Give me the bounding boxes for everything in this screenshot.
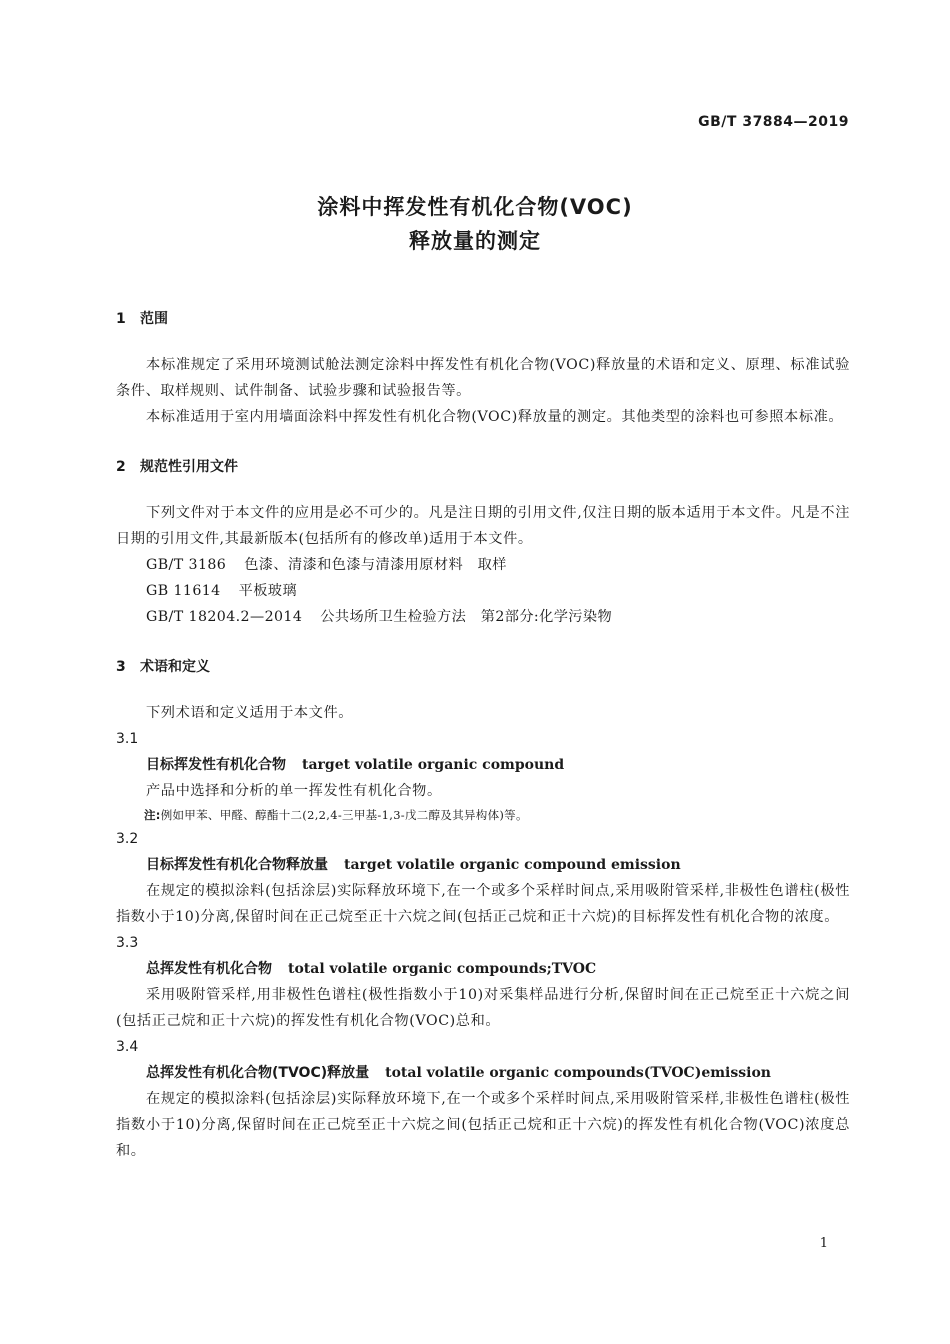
- paragraph: 下列术语和定义适用于本文件。: [146, 705, 354, 721]
- paragraph: 本标准规定了采用环境测试舱法测定涂料中挥发性有机化合物(VOC)释放量的术语和定义、原理、标准试验条件、取样规则、试件制备、试验步骤和试验报告等。: [116, 357, 850, 399]
- term-english: target volatile organic compound: [302, 757, 565, 773]
- term-heading: [116, 852, 850, 878]
- term-chinese: 总挥发性有机化合物: [146, 961, 272, 977]
- reference-item: [116, 578, 850, 604]
- reference-item: [116, 604, 850, 630]
- section-title: 术语和定义: [140, 659, 210, 675]
- section-heading-scope: [116, 306, 850, 332]
- paragraph: 本标准适用于室内用墙面涂料中挥发性有机化合物(VOC)释放量的测定。其他类型的涂料也可参照本标准。: [146, 409, 844, 425]
- reference-name: 平板玻璃: [238, 583, 297, 599]
- reference-name: 色漆、清漆和色漆与清漆用原材料 取样: [244, 557, 507, 573]
- term-definition: 在规定的模拟涂料(包括涂层)实际释放环境下,在一个或多个采样时间点,采用吸附管采样,非极性色谱柱(极性指数小于10)分离,保留时间在正己烷至正十六烷之间(包括正己烷和正十六烷)的目标挥发性有机化合物的浓度。: [116, 883, 850, 925]
- term-number: 3.4: [116, 1039, 139, 1055]
- standard-code: GB/T 37884—2019: [698, 114, 849, 130]
- section-title: 规范性引用文件: [140, 459, 238, 475]
- term-number: 3.3: [116, 935, 139, 951]
- term-number: 3.1: [116, 731, 139, 747]
- note-label: 注:: [144, 808, 161, 822]
- reference-item: [116, 552, 850, 578]
- section-number: 1: [116, 311, 126, 327]
- term-english: total volatile organic compounds(TVOC)emission: [385, 1065, 771, 1081]
- term-number: 3.2: [116, 831, 139, 847]
- section-title: 范围: [140, 311, 168, 327]
- title-line-1: 涂料中挥发性有机化合物(VOC): [317, 195, 633, 219]
- page-number: 1: [819, 1236, 828, 1251]
- reference-name: 公共场所卫生检验方法 第2部分:化学污染物: [320, 609, 613, 625]
- section-heading-normative-references: [116, 454, 850, 480]
- term-note: [116, 804, 850, 826]
- term-chinese: 总挥发性有机化合物(TVOC)释放量: [146, 1065, 370, 1081]
- reference-code: GB/T 18204.2—2014: [146, 609, 303, 625]
- term-heading: [116, 1060, 850, 1086]
- term-definition: 在规定的模拟涂料(包括涂层)实际释放环境下,在一个或多个采样时间点,采用吸附管采样,非极性色谱柱(极性指数小于10)分离,保留时间在正己烷至正十六烷之间(包括正己烷和正十六烷)的挥发性有机化合物(VOC)浓度总和。: [116, 1091, 850, 1159]
- term-heading: [116, 752, 850, 778]
- term-english: total volatile organic compounds;TVOC: [288, 961, 597, 977]
- term-chinese: 目标挥发性有机化合物: [146, 757, 286, 773]
- document-body: [116, 306, 850, 1164]
- title-line-2: 释放量的测定: [409, 229, 541, 253]
- reference-code: GB 11614: [146, 583, 221, 599]
- term-heading: [116, 956, 850, 982]
- section-heading-terms: [116, 654, 850, 680]
- paragraph: 下列文件对于本文件的应用是必不可少的。凡是注日期的引用文件,仅注日期的版本适用于本文件。凡是不注日期的引用文件,其最新版本(包括所有的修改单)适用于本文件。: [116, 505, 850, 547]
- term-definition: 产品中选择和分析的单一挥发性有机化合物。: [146, 783, 442, 799]
- document-title: [0, 190, 950, 258]
- term-english: target volatile organic compound emission: [344, 857, 681, 873]
- term-definition: 采用吸附管采样,用非极性色谱柱(极性指数小于10)对采集样品进行分析,保留时间在正己烷至正十六烷之间(包括正己烷和正十六烷)的挥发性有机化合物(VOC)总和。: [116, 987, 850, 1029]
- section-number: 2: [116, 459, 126, 475]
- reference-code: GB/T 3186: [146, 557, 227, 573]
- section-number: 3: [116, 659, 126, 675]
- term-chinese: 目标挥发性有机化合物释放量: [146, 857, 328, 873]
- note-text: 例如甲苯、甲醛、醇酯十二(2,2,4-三甲基-1,3-戊二醇及其异构体)等。: [160, 808, 528, 822]
